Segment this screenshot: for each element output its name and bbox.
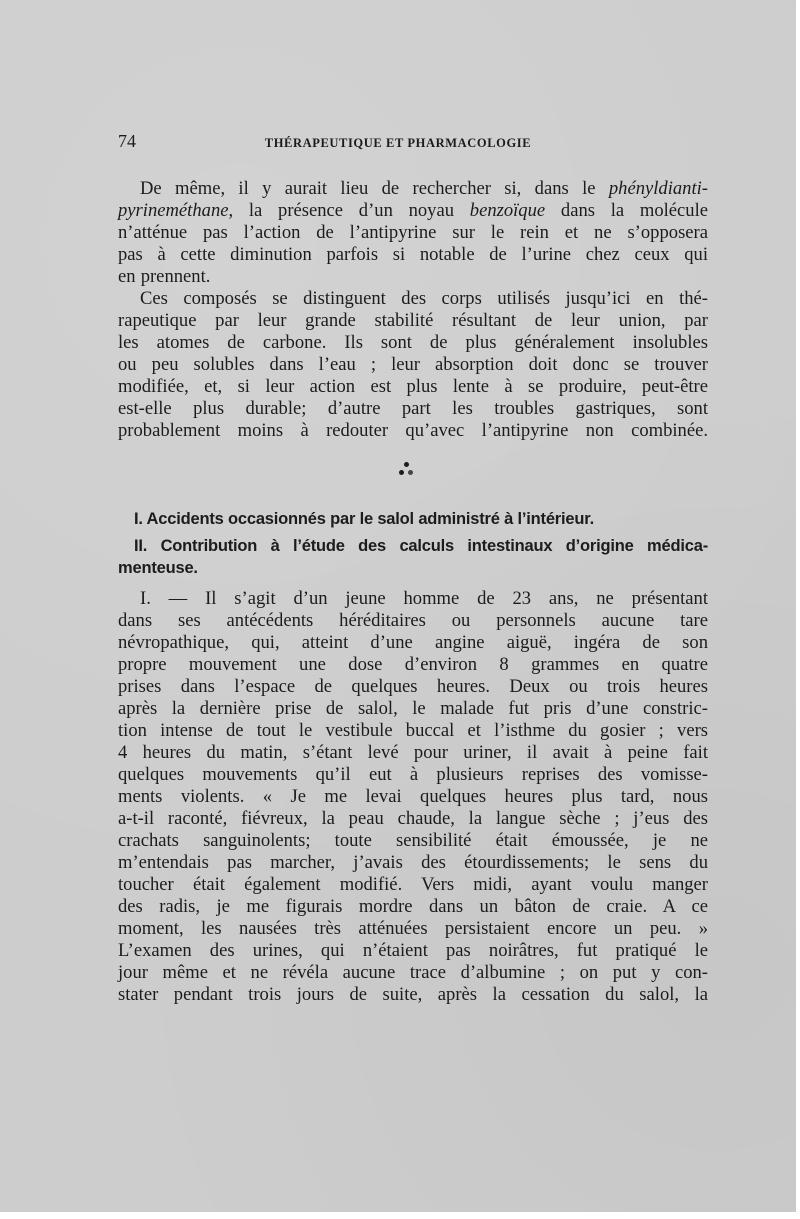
text-line: L’examen des urines, qui n’étaient pas noirâtres, fut pratiqué le [118,940,708,961]
text-line: menteuse. [118,559,198,577]
text-line: pas à cette diminution parfois si notable de l’urine chez ceux qui [118,244,708,265]
text-line: stater pendant trois jours de suite, après la cessation du salol, la [118,984,708,1005]
text-line: jour même et ne révéla aucune trace d’albumine ; on put y con- [118,962,708,983]
page-number: 74 [118,131,136,151]
text-line [118,178,708,200]
text-line: en prennent. [118,266,211,287]
text-span: , la présence d’un noyau [228,200,470,221]
text-line: II. Contribution à l’étude des calculs intestinaux d’origine médica- [134,537,708,555]
text-line: propre mouvement une dose d’environ 8 grammes en quatre [118,654,708,675]
asterism-icon [393,460,423,484]
text-line: probablement moins à redouter qu’avec l’antipyrine non combinée. [118,420,708,441]
text-line: I. — Il s’agit d’un jeune homme de 23 ans, ne présentant [140,588,708,609]
text-span: dans la molécule [545,200,708,221]
text-line: des radis, je me figurais mordre dans un bâton de craie. A ce [118,896,708,917]
text-line: ou peu solubles dans l’eau ; leur absorption doit donc se trouver [118,354,708,375]
section-separator [118,448,708,498]
text-line [118,200,708,222]
text-line: a-t-il raconté, fiévreux, la peau chaude, la langue sèche ; j’eus des [118,808,708,829]
text-span: De même, il y aurait lieu de rechercher si, dans le [140,178,609,199]
running-head [118,131,708,155]
reference-item [118,535,708,579]
paragraph-composes [118,288,708,442]
italic-term: pyrineméthane [118,200,229,221]
paragraph-phenyldiantipyrine [118,178,708,288]
text-line: Ces composés se distinguent des corps utilisés jusqu’ici en thé- [140,288,708,309]
paragraph-case-report [118,588,708,1006]
text-line: n’atténue pas l’action de l’antipyrine sur le rein et ne s’opposera [118,222,708,243]
text-line: crachats sanguinolents; toute sensibilité était émoussée, je ne [118,830,708,851]
text-line: moment, les nausées très atténuées persistaient encore un peu. » [118,918,708,939]
text-line: dans ses antécédents héréditaires ou personnels aucune tare [118,610,708,631]
text-line: est-elle plus durable; d’autre part les troubles gastriques, sont [118,398,708,419]
text-line: névropathique, qui, atteint d’une angine aiguë, ingéra de son [118,632,708,653]
text-line: toucher était également modifié. Vers midi, ayant voulu manger [118,874,708,895]
text-line: m’entendais pas marcher, j’avais des étourdissements; le sens du [118,852,708,873]
text-line: les atomes de carbone. Ils sont de plus généralement insolubles [118,332,708,353]
text-line: modifiée, et, si leur action est plus lente à se produire, peut-être [118,376,708,397]
italic-term: benzoïque [469,200,546,221]
references-list [118,508,708,579]
text-line: I. Accidents occasionnés par le salol administré à l’intérieur. [134,510,594,528]
text-line: quelques mouvements qu’il eut à plusieurs reprises des vomisse- [118,764,708,785]
page-content [118,131,708,1006]
text-line: ments violents. « Je me levai quelques heures plus tard, nous [118,786,708,807]
running-title: THÉRAPEUTIQUE ET PHARMACOLOGIE [264,136,532,150]
text-line: rapeutique par leur grande stabilité résultant de leur union, par [118,310,708,331]
text-line: tion intense de tout le vestibule buccal et l’isthme du gosier ; vers [118,720,708,741]
reference-item [118,508,708,530]
text-line: 4 heures du matin, s’étant levé pour uriner, il avait à peine fait [118,742,708,763]
italic-term: phényldianti- [608,178,708,199]
text-line: prises dans l’espace de quelques heures. Deux ou trois heures [118,676,708,697]
text-line: après la dernière prise de salol, le malade fut pris d’une constric- [118,698,708,719]
